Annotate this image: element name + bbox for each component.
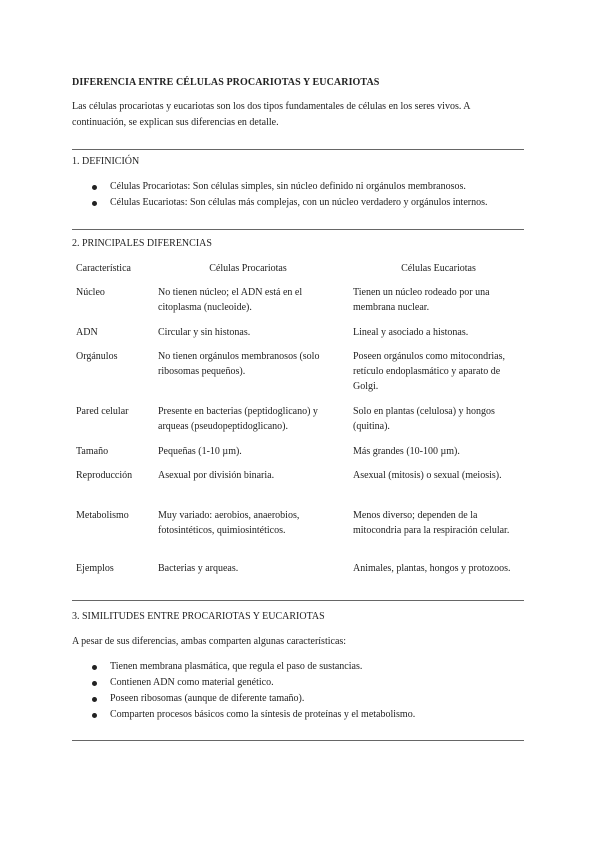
table-cell: Asexual por división binaria. xyxy=(158,470,275,481)
section-heading-similitudes: 3. SIMILITUDES ENTRE PROCARIOTAS Y EUCARIOTAS xyxy=(72,611,325,622)
intro-paragraph: Las células procariotas y eucariotas son los dos tipos fundamentales de células en los seres vivos. A continuación, se explican sus diferencias en detalle. xyxy=(72,101,470,128)
table-cell: Núcleo xyxy=(76,287,105,298)
section-heading-definicion: 1. DEFINICIÓN xyxy=(72,156,140,167)
table-cell: Tienen un núcleo rodeado por una membrana nuclear. xyxy=(353,287,490,313)
table-cell: Poseen orgánulos como mitocondrias, retículo endoplasmático y aparato de Golgi. xyxy=(353,351,506,392)
table-header-procariotas: Células Procariotas xyxy=(209,263,287,274)
divider xyxy=(72,600,524,601)
table-cell: Más grandes (10-100 µm). xyxy=(353,446,460,457)
table-cell: Solo en plantas (celulosa) y hongos (quitina). xyxy=(353,406,495,432)
table-cell: Presente en bacterias (peptidoglicano) y arqueas (pseudopeptidoglicano). xyxy=(158,406,318,432)
table-cell: Asexual (mitosis) o sexual (meiosis). xyxy=(353,470,502,481)
divider xyxy=(72,149,524,150)
table-cell: Animales, plantas, hongos y protozoos. xyxy=(353,563,511,574)
list-item: Contienen ADN como material genético. xyxy=(72,675,415,691)
table-header-caracteristica: Característica xyxy=(76,263,131,274)
list-item: Células Procariotas: Son células simples, sin núcleo definido ni orgánulos membranosos. xyxy=(72,179,488,195)
definition-list xyxy=(72,179,488,211)
table-cell: ADN xyxy=(76,327,98,338)
table-cell: No tienen orgánulos membranosos (solo ribosomas pequeños). xyxy=(158,351,320,377)
list-item: Poseen ribosomas (aunque de diferente tamaño). xyxy=(72,691,415,707)
table-cell: Lineal y asociado a histonas. xyxy=(353,327,469,338)
document-title: DIFERENCIA ENTRE CÉLULAS PROCARIOTAS Y EUCARIOTAS xyxy=(72,77,380,88)
table-cell: Orgánulos xyxy=(76,351,118,362)
section-heading-diferencias: 2. PRINCIPALES DIFERENCIAS xyxy=(72,238,212,249)
divider xyxy=(72,229,524,230)
similarities-intro: A pesar de sus diferencias, ambas comparten algunas características: xyxy=(72,636,347,647)
table-cell: Muy variado: aerobios, anaerobios, fotosintéticos, quimiosintéticos. xyxy=(158,510,300,536)
table-cell: Circular y sin histonas. xyxy=(158,327,251,338)
table-header-eucariotas: Células Eucariotas xyxy=(401,263,476,274)
similarities-list xyxy=(72,659,415,723)
list-item: Células Eucariotas: Son células más complejas, con un núcleo verdadero y orgánulos internos. xyxy=(72,195,488,211)
table-cell: Ejemplos xyxy=(76,563,114,574)
table-cell: No tienen núcleo; el ADN está en el citoplasma (nucleoide). xyxy=(158,287,303,313)
table-cell: Metabolismo xyxy=(76,510,129,521)
table-cell: Bacterias y arqueas. xyxy=(158,563,239,574)
list-item: Tienen membrana plasmática, que regula el paso de sustancias. xyxy=(72,659,415,675)
table-cell: Menos diverso; dependen de la mitocondria para la respiración celular. xyxy=(353,510,510,536)
divider xyxy=(72,740,524,741)
table-cell: Reproducción xyxy=(76,470,133,481)
table-cell: Tamaño xyxy=(76,446,109,457)
table-cell: Pequeñas (1-10 µm). xyxy=(158,446,242,457)
table-cell: Pared celular xyxy=(76,406,129,417)
list-item: Comparten procesos básicos como la síntesis de proteínas y el metabolismo. xyxy=(72,707,415,723)
